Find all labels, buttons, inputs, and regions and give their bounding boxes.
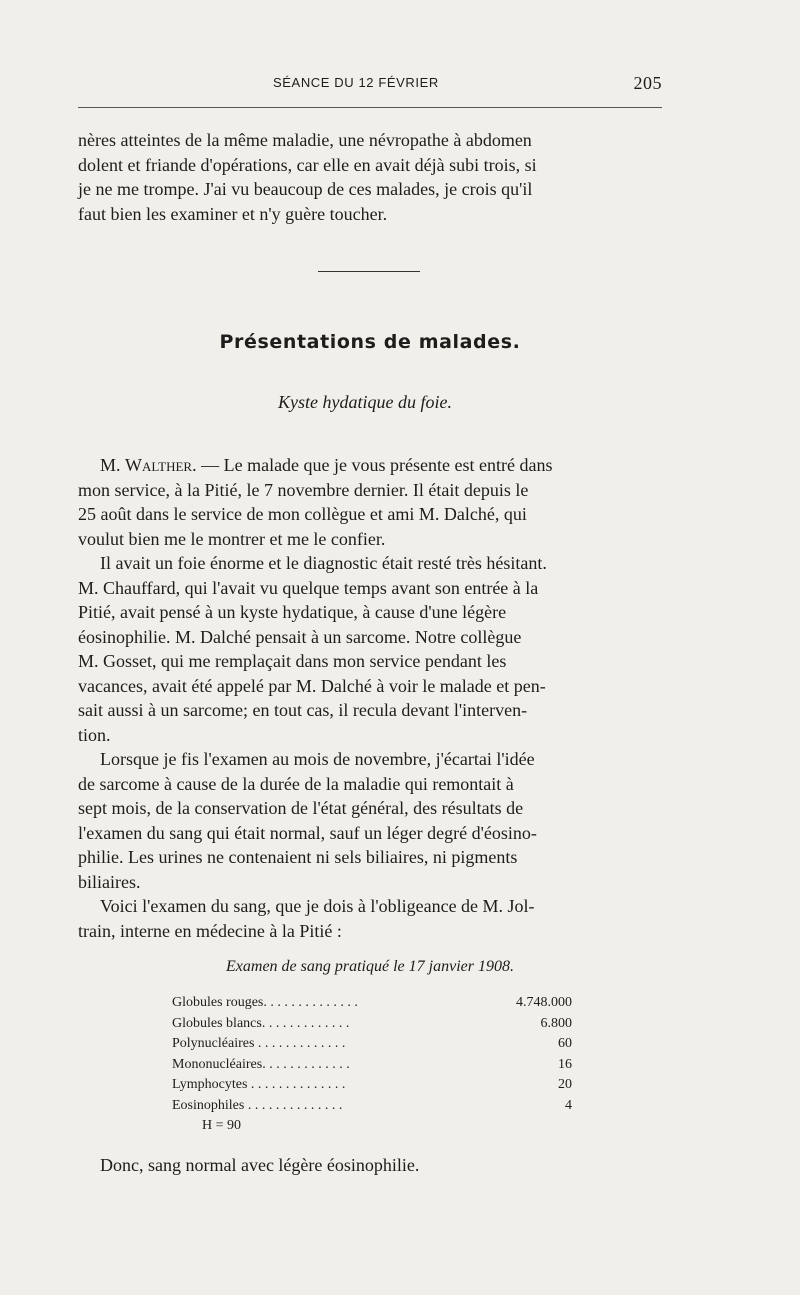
text-line: voulut bien me le montrer et me le confier. — [78, 528, 386, 549]
text-line: sait aussi à un sarcome; en tout cas, il recula devant l'interven- — [78, 700, 528, 720]
table-row — [172, 1096, 572, 1117]
text-line: Il avait un foie énorme et le diagnostic était resté très hésitant. — [100, 553, 547, 573]
text-line: biliaires. — [78, 871, 141, 892]
text-line: train, interne en médecine à la Pitié : — [78, 920, 342, 941]
text-line: dolent et friande d'opérations, car elle en avait déjà subi trois, si — [78, 154, 537, 175]
row-label: Globules blancs. . . . . . . . . . . . . — [172, 1015, 350, 1031]
paragraph-walther — [78, 453, 666, 551]
text-line: 25 août dans le service de mon collègue et ami M. Dalché, qui — [78, 504, 527, 524]
paragraph-blood — [78, 894, 666, 943]
page-number: 205 — [633, 73, 662, 93]
table-row — [172, 1014, 572, 1035]
first-line-rest: . — Le malade que je vous présente est entré dans — [192, 455, 553, 475]
text-line: mon service, à la Pitié, le 7 novembre dernier. Il était depuis le — [78, 479, 529, 500]
running-title: SÉANCE DU 12 FÉVRIER — [273, 75, 439, 90]
text-line: M. Chauffard, qui l'avait vu quelque temps avant son entrée à la — [78, 577, 539, 598]
text-line: Voici l'examen du sang, que je dois à l'obligeance de M. Jol- — [100, 896, 535, 916]
intro-paragraph — [78, 128, 666, 226]
text-line: sept mois, de la conservation de l'état général, des résultats de — [78, 798, 524, 818]
page-header — [78, 75, 662, 97]
row-label: Globules rouges. . . . . . . . . . . . . . — [172, 995, 358, 1010]
table-row — [172, 1055, 572, 1076]
hemoglobin-formula: H = 90 — [202, 1118, 242, 1133]
row-value: 6.800 — [540, 1015, 572, 1031]
text-line: nères atteintes de la même maladie, une névropathe à abdomen — [78, 130, 532, 150]
header-rule — [78, 107, 662, 108]
row-label: Eosinophiles . . . . . . . . . . . . . . — [172, 1097, 343, 1113]
text-line: tion. — [78, 724, 111, 745]
row-label: Lymphocytes . . . . . . . . . . . . . . — [172, 1077, 346, 1092]
table-row — [172, 993, 572, 1014]
text-line — [78, 453, 666, 478]
paragraph-examination — [78, 747, 666, 894]
row-value: 4 — [565, 1097, 572, 1113]
text-line: philie. Les urines ne contenaient ni sels biliaires, ni pigments — [78, 847, 518, 867]
row-value: 4.748.000 — [516, 995, 572, 1010]
blood-exam-table — [172, 993, 572, 1137]
text-line: l'examen du sang qui était normal, sauf un léger degré d'éosino- — [78, 822, 537, 843]
row-value: 20 — [558, 1077, 572, 1092]
row-value: 60 — [558, 1036, 572, 1051]
text-line: faut bien les examiner et n'y guère toucher. — [78, 203, 388, 224]
row-label: Polynucléaires . . . . . . . . . . . . . — [172, 1036, 346, 1051]
text-line: vacances, avait été appelé par M. Dalché à voir le malade et pen- — [78, 675, 546, 696]
text-line: Lorsque je fis l'examen au mois de novembre, j'écartai l'idée — [100, 749, 535, 769]
paragraph-diagnosis — [78, 551, 666, 747]
row-label: Mononucléaires. . . . . . . . . . . . . — [172, 1056, 350, 1072]
case-subtitle: Kyste hydatique du foie. — [278, 392, 452, 412]
text-line: Pitié, avait pensé à un kyste hydatique, à cause d'une légère — [78, 602, 507, 622]
speaker-prefix: M. — [100, 455, 126, 475]
table-row — [172, 1034, 572, 1055]
section-divider — [318, 271, 420, 272]
section-title: Présentations de malades. — [219, 331, 521, 353]
row-value: 16 — [558, 1056, 572, 1072]
text-line: de sarcome à cause de la durée de la maladie qui remontait à — [78, 773, 514, 794]
blood-exam-title: Examen de sang pratiqué le 17 janvier 1908. — [226, 958, 514, 975]
conclusion-line: Donc, sang normal avec légère éosinophilie. — [100, 1155, 420, 1175]
text-line: éosinophilie. M. Dalché pensait à un sarcome. Notre collègue — [78, 626, 522, 647]
text-line: M. Gosset, qui me remplaçait dans mon service pendant les — [78, 651, 507, 671]
text-line: je ne me trompe. J'ai vu beaucoup de ces malades, je crois qu'il — [78, 179, 533, 199]
table-row — [172, 1075, 572, 1096]
speaker-name: Walther — [125, 455, 193, 475]
